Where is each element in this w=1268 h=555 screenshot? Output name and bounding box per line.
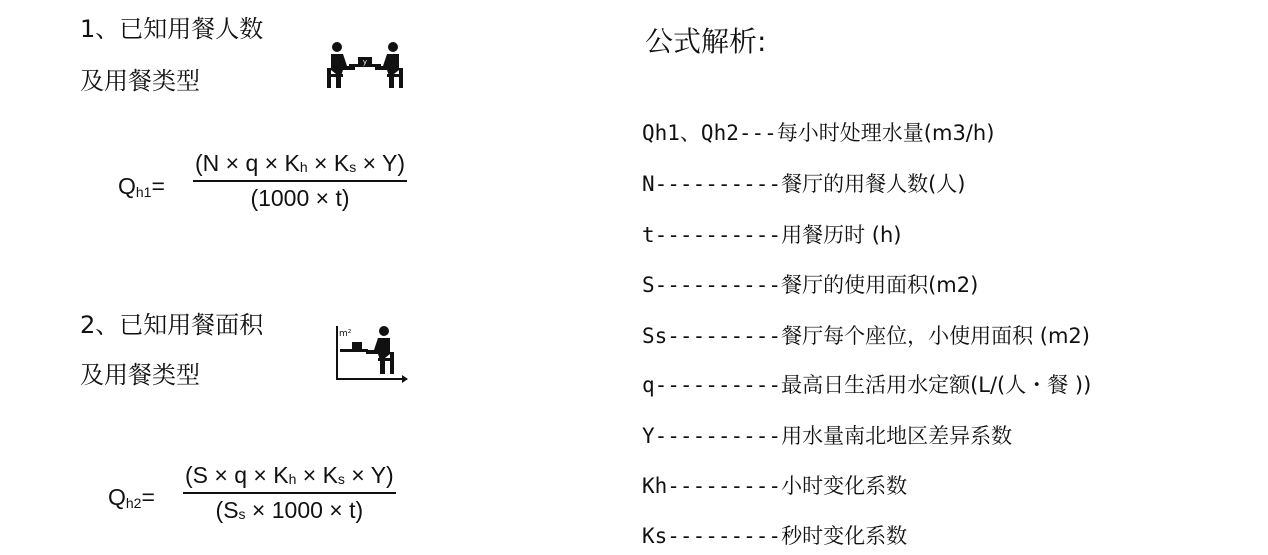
legend-item: t----------用餐历时 (h): [642, 223, 902, 247]
formula-2-q: Q: [108, 484, 126, 510]
section1-title: 1、已知用餐人数: [80, 15, 264, 43]
formula-1-equals: =: [151, 173, 165, 199]
legend-item: S----------餐厅的使用面积(m2): [642, 273, 979, 297]
legend-item: Kh---------小时变化系数: [642, 474, 908, 498]
formula-1-denominator: (1000 × t): [250, 184, 350, 211]
formula-2-equals: =: [141, 484, 155, 510]
formula-1-q-subscript: h1: [135, 184, 152, 200]
formula-1-lhs: [118, 173, 165, 200]
legend-item: N----------餐厅的用餐人数(人): [642, 172, 966, 196]
section1-subtitle: 及用餐类型: [80, 67, 200, 95]
formula-2-numerator: (S × q × Kh × Ks × Y): [185, 462, 394, 488]
formula-2-lhs: [108, 484, 155, 511]
person-dining-area-chart-icon: [330, 322, 410, 384]
formula-2-fraction: [183, 462, 396, 524]
formula-1-q: Q: [118, 173, 136, 199]
svg-text:y: y: [362, 58, 368, 66]
section2-title: 2、已知用餐面积: [80, 311, 264, 339]
legend-item: Ks---------秒时变化系数: [642, 524, 908, 548]
formula-2-denominator: (Ss × 1000 × t): [215, 496, 364, 523]
analysis-title: 公式解析:: [645, 25, 767, 58]
formula-2-q-subscript: h2: [125, 495, 142, 511]
area-icon-label: m²: [339, 329, 352, 339]
legend-item: q----------最高日生活用水定额(L/(人・餐 )): [642, 373, 1092, 397]
legend-item: Qh1、Qh2---每小时处理水量(m3/h): [642, 121, 995, 145]
two-people-dining-icon: [325, 40, 405, 92]
section2-subtitle: 及用餐类型: [80, 361, 200, 389]
formula-1-fraction: [193, 150, 407, 212]
legend-item: Ss---------餐厅每个座位，小使用面积 (m2): [642, 324, 1090, 348]
formula-1-numerator: (N × q × Kh × Ks × Y): [195, 150, 405, 176]
legend-item: Y----------用水量南北地区差异系数: [642, 424, 1013, 448]
